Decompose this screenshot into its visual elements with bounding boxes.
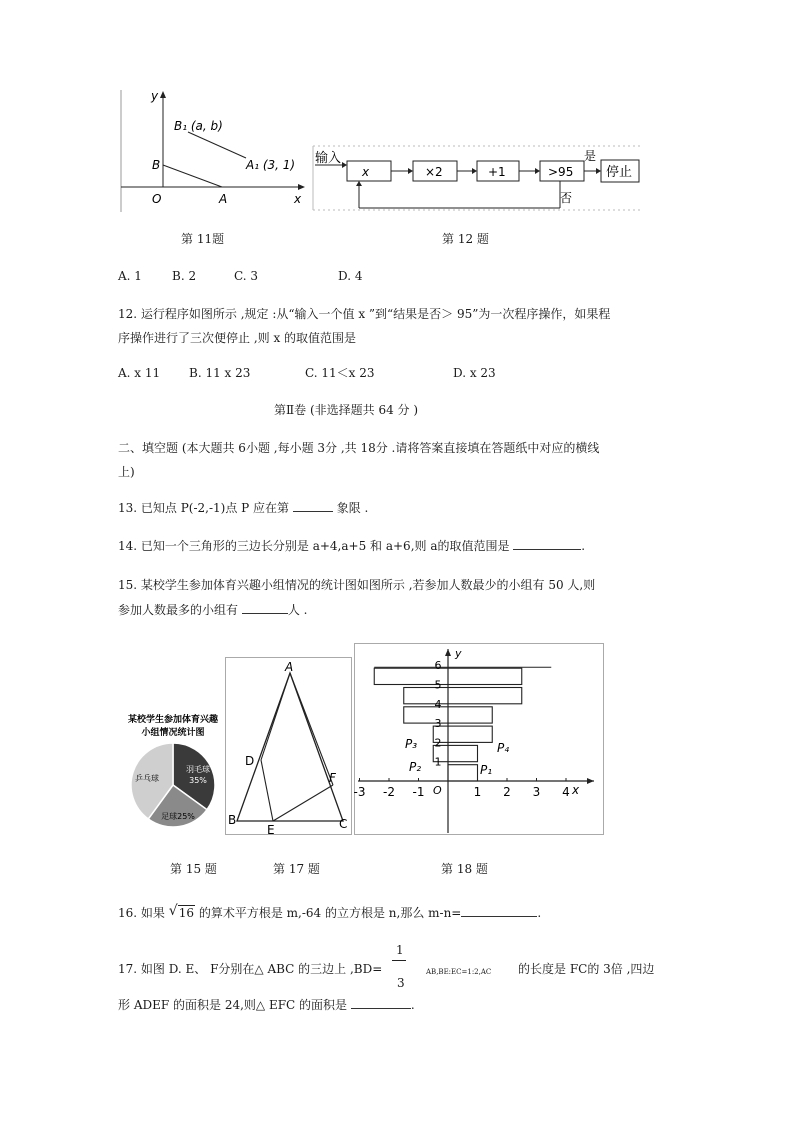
q16	[118, 905, 541, 921]
q11-option-d: D. 4	[338, 269, 363, 283]
fig18-y-tick-label: 6	[434, 659, 442, 673]
fig17-vertex-a: A	[285, 660, 294, 674]
fig15-label-badminton: 羽毛球	[186, 765, 210, 774]
q12-line1: 12. 运行程序如图所示 ,规定 :从“输入一个值 x ”到“结果是否＞ 95”为一次程序操作，如果程	[118, 307, 611, 321]
caption-fig11: 第 11题	[181, 232, 225, 246]
q15-answer-blank	[242, 602, 288, 614]
fig12-box-x-text: x	[362, 165, 370, 179]
q17-line1-a: 17. 如图 D. E、 F分别在△ ABC 的三边上 ,BD=	[118, 962, 383, 976]
fig12-box-gt95-text: >95	[548, 165, 574, 179]
fig18-x-tick-label: 3	[532, 785, 541, 799]
fig18-bar-5	[404, 688, 522, 704]
q14-text-before: 14. 已知一个三角形的三边长分别是 a+4,a+5 和 a+6,则 a的取值范围是	[118, 539, 514, 553]
q13	[118, 500, 368, 516]
q16-sqrt	[169, 905, 195, 921]
q12-line2: 序操作进行了三次便停止 ,则 x 的取值范围是	[118, 331, 357, 345]
q11-option-b: B. 2	[172, 269, 197, 283]
figure-18	[354, 643, 604, 835]
q12-option-b: B. 11 x 23	[189, 366, 251, 380]
caption-fig15: 第 15 题	[170, 862, 217, 876]
q17-frac-bar	[392, 960, 406, 961]
fig18-p1: P₁	[480, 763, 493, 777]
figure-17	[225, 657, 352, 835]
fig18-x-tick-label: 4	[562, 785, 570, 799]
q14	[118, 538, 585, 554]
fig12-no-label: 否	[560, 191, 573, 205]
fig11-point-b: B	[152, 158, 161, 172]
q16-sqrt-sign: √	[168, 903, 178, 919]
fig18-bar-1	[448, 765, 478, 781]
fig18-x-tick-label: -1	[412, 785, 425, 799]
fig18-y-tick-label: 5	[434, 678, 442, 692]
q12-option-c: C. 11＜x 23	[305, 366, 375, 380]
figure-11	[118, 90, 308, 212]
fig12-yes-label: 是	[584, 149, 597, 163]
fig18-p4: P₄	[497, 741, 510, 755]
fig15-label-football: 足球25%	[161, 812, 195, 821]
caption-fig12: 第 12 题	[442, 232, 489, 246]
fill-intro-line1: 二、填空题 (本大题共 6小题 ,每小题 3分 ,共 18分 .请将答案直接填在答题纸中对应的横线	[118, 441, 600, 455]
fig11-y-label: y	[151, 90, 159, 103]
figure-12-svg	[312, 140, 642, 212]
fig12-input-label: 输入	[315, 151, 342, 166]
fig12-box-plus1-text: +1	[488, 165, 506, 179]
fig18-x-label: x	[572, 783, 580, 797]
q16-answer-blank	[461, 905, 537, 917]
fig17-point-e: E	[267, 823, 275, 835]
q17-small-note: AB,BE:EC=1:2,AC	[426, 968, 492, 976]
fig11-x-label: x	[294, 192, 302, 206]
q14-answer-blank	[513, 538, 581, 550]
q16-text-after: 的算术平方根是 m,-64 的立方根是 n,那么 m-n=	[195, 906, 462, 920]
q13-text-after: 象限 .	[332, 501, 369, 515]
caption-fig18: 第 18 题	[441, 862, 488, 876]
fig18-y-label: y	[455, 647, 462, 660]
fig18-y-tick-label: 4	[434, 697, 442, 711]
q15-text-before: 参加人数最多的小组有	[118, 603, 242, 617]
fig15-title-line2: 小组情况统计图	[141, 728, 205, 738]
fig11-point-a1: A₁ (3, 1)	[246, 158, 296, 172]
fig18-x-tick-label: 1	[473, 785, 482, 799]
q15-line1: 15. 某校学生参加体育兴趣小组情况的统计图如图所示 ,若参加人数最少的小组有 50 人,则	[118, 578, 596, 592]
fig17-vertex-c: C	[339, 817, 348, 831]
q17-frac-den: 3	[397, 976, 405, 990]
q11-option-a: A. 1	[118, 269, 142, 283]
fig18-y-tick-label: 1	[434, 755, 442, 769]
fig12-box-times2-text: ×2	[425, 165, 443, 179]
fig17-point-f: F	[329, 771, 336, 785]
fill-intro-line2: 上)	[118, 465, 135, 479]
fig12-box-stop-text: 停止	[606, 165, 633, 180]
figure-12	[312, 140, 642, 212]
fig18-y-tick-label: 2	[434, 736, 442, 750]
figure-11-svg	[118, 90, 308, 212]
q17-text-before: 形 ADEF 的面积是 24,则△ EFC 的面积是	[118, 998, 351, 1012]
fig11-point-b1: B₁ (a, b)	[174, 119, 223, 133]
q16-radicand: 16	[178, 906, 194, 920]
fig18-p2: P₂	[409, 760, 422, 774]
fig17-point-d: D	[245, 754, 255, 768]
fig18-bars	[374, 667, 551, 781]
fig18-p3: P₃	[405, 737, 418, 751]
q17-line1-b: 的长度是 FC的 3倍 ,四边	[518, 962, 655, 976]
fig18-y-tick-label: 3	[434, 717, 442, 731]
q17-answer-blank	[351, 997, 411, 1009]
q13-answer-blank	[293, 500, 333, 512]
fig18-x-tick-label: -2	[383, 785, 395, 799]
q12-option-d: D. x 23	[453, 366, 496, 380]
fig18-bar-3	[433, 726, 492, 742]
fig17-vertex-b: B	[228, 813, 237, 827]
fig18-origin: O	[433, 784, 442, 797]
fig15-title-line1: 某校学生参加体育兴趣	[127, 715, 219, 725]
section2-title: 第Ⅱ卷 (非选择题共 64 分 )	[274, 403, 419, 417]
fig18-x-tick-label: 2	[503, 785, 511, 799]
figure-15-svg	[120, 708, 226, 835]
caption-fig17: 第 17 题	[273, 862, 320, 876]
fig18-x-tick-label: -3	[354, 785, 366, 799]
fig11-origin-label: O	[152, 192, 162, 206]
q12-option-a: A. x 11	[118, 366, 161, 380]
q17-text-after: .	[410, 998, 415, 1012]
q11-option-c: C. 3	[234, 269, 259, 283]
q15-line2	[118, 602, 307, 618]
figure-18-svg	[354, 643, 604, 835]
q14-text-after: .	[581, 539, 586, 553]
figure-17-svg	[225, 657, 352, 835]
q16-text-end: .	[537, 906, 542, 920]
fig11-point-a: A	[219, 192, 228, 206]
q15-text-after: 人 .	[287, 603, 308, 617]
q16-text-before: 16. 如果	[118, 906, 169, 920]
q13-text-before: 13. 已知点 P(-2,-1)点 P 应在第	[118, 501, 293, 515]
q17-frac-num: 1	[396, 943, 404, 957]
fig15-label-pingpong: 乒乓球	[135, 774, 159, 783]
q17-line2	[118, 997, 415, 1013]
figure-15	[120, 708, 226, 835]
fig15-label-badminton-pct: 35%	[189, 776, 207, 785]
